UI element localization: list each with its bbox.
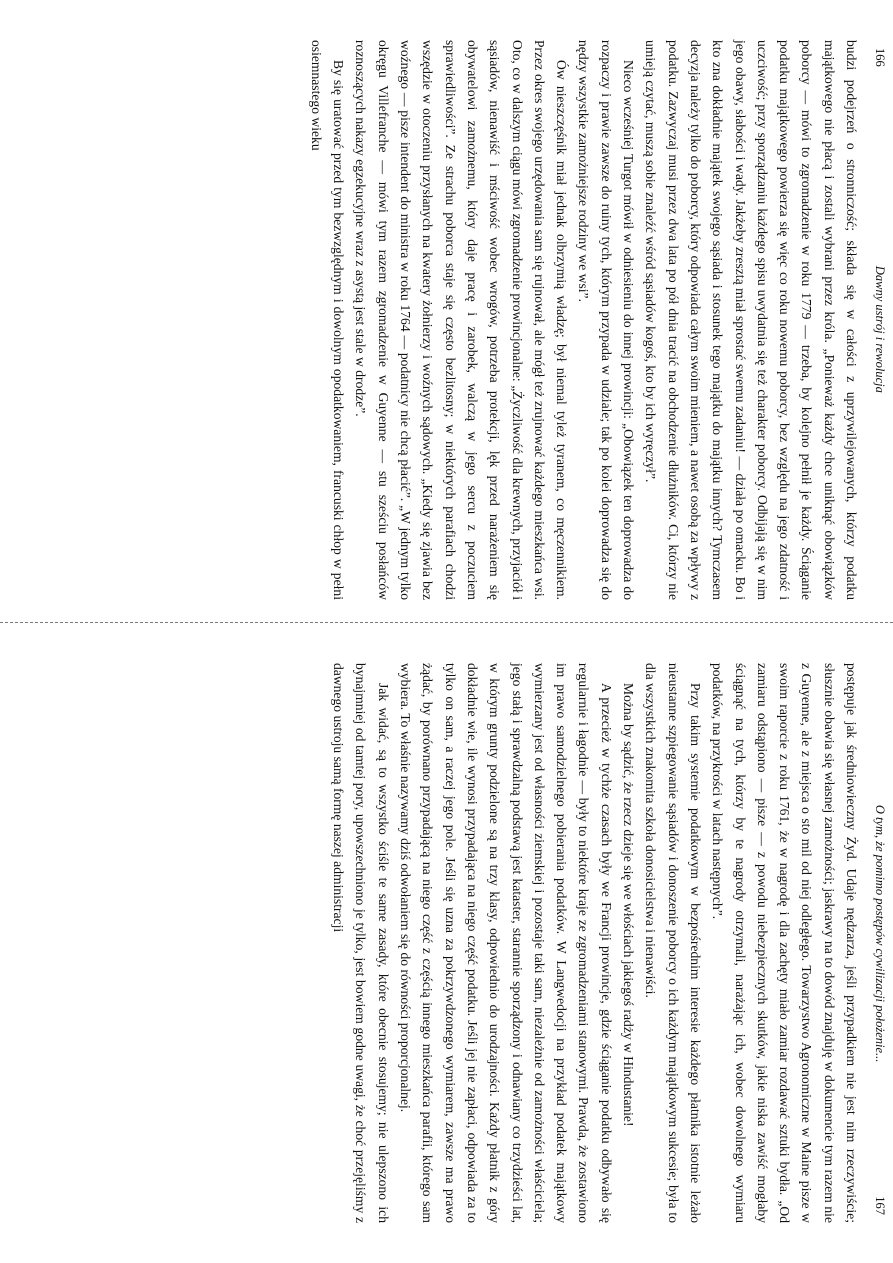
paragraph: By się uratować przed tym bezwzględnym i dowolnym opodatkowaniem, francuski chłop w pełni osiemnastego wieku [308, 40, 347, 600]
page-divider [0, 622, 893, 624]
running-title: O tym, że pomimo postępów cywilizacji położenie... [873, 804, 887, 1063]
running-head [872, 48, 887, 592]
paragraph: Przy takim systemie podatkowym w bezpośrednim interesie każdego płatnika istotnie leżało nieustanne szpiegowanie sąsiadów i donoszenie poborcy o ich każdym majątkowym sukcesie; była to dla wszystkich znakomita szkoła donosicielstwa i nienawiści. [643, 663, 703, 1223]
paragraph: postępuje jak średniowieczny Żyd. Udaje nędzarza, jeśli przypadkiem nie jest nim rzeczywiście; słusznie obawia się własnej zamożności; jaskrawy na to dowód znajduję w dokumencie tym razem nie z Guyenne, ale z miejsca o sto mil od niej odległego. Towarzystwo Agronomiczne w Maine pisze w swoim raporcie z roku 1761, że w nagrodę i dla zachęty miało zamiar rozdawać sztuki bydła. „Od zamiaru odstąpiono — pisze — z powodu niebezpiecznych skutków, jakie niska zawiść mogłaby ściągnąć na tych, którzy by te nagrody otrzymali, narażając ich, wobec dowolnego wymiaru podatków, na przykrości w latach następnych”. [710, 663, 859, 1223]
running-title: Dawny ustrój i rewolucja [873, 265, 887, 393]
page-166 [1, 40, 891, 600]
paragraph: Można by sądzić, że rzecz dzieje się we włościach jakiegoś radży w Hindustanie! [621, 683, 637, 1127]
paragraph: A przecież w tychże czasach były we Francji prowincje, gdzie ściąganie podatku odbywało się regularnie i łagodnie — były to niektóre kraje ze zgromadzeniami stanowymi. Prawda, że zostawiono im prawo samodzielnego pobierania podatków. W Langwedocji na przykład podatek majątkowy wymierzany jest od własności ziemskiej i pozostaje taki sam, niezależnie od zamożności właściciela; jego stałą i sprawdzalną podstawą jest kataster, starannie sporządzony i odnawiany co trzydzieści lat, w którym grunty podzielone są na trzy klasy, odpowiednio do urodzajności. Każdy płatnik z góry dokładnie wie, ile wynosi przypadająca na niego część podatku. Jeśli jej nie zapłaci, odpowiada za to tylko on sam, a raczej jego pole. Jeśli się uzna za pokrzywdzonego wymiarem, zawsze ma prawo żądać, by porównano przypadającą na niego część z częścią innego mieszkańca parafii, którego sam wybiera. To właśnie nazywamy dziś odwołaniem się do równości proporcjonalnej. [398, 663, 614, 1223]
page-167 [1, 663, 891, 1223]
page-number: 166 [873, 48, 887, 67]
body-text [327, 663, 862, 1223]
paragraph: Ów nieszczęśnik miał jednak olbrzymią władzę; był niemal tyleż tyranem, co męczennikiem. Przez okres swojego urzędowania sam się rujnował, ale mógł też zrujnować każdego mieszkańca wsi. Oto, co w dalszym ciągu mówi zgromadzenie prowincjonalne: „Życzliwość dla krewnych, przyjaciół i sąsiadów, nienawiść i mściwość wobec wrogów, potrzeba protekcji, lęk przed narażeniem się obywatelowi zamożnemu, który daje pracę i zarobek, walczą w jego sercu z poczuciem sprawiedliwości”. Ze strachu poborca staje się często bezlitosny; w niektórych parafiach chodzi wszędzie w otoczeniu przysłanych na kwatery żołnierzy i woźnych sądowych. „Kiedy się zjawia bez woźnego — pisze intendent do ministra w roku 1764 — podatnicy nie chcą płacić”. „W jednym tylko okręgu Villefranche — mówi tym razem zgromadzenie w Guyenne — stu sześciu posłańców roznoszących nakazy egzekucyjne wraz z asystą jest stale w drodze”. [353, 40, 570, 600]
body-text [305, 40, 862, 600]
running-head [872, 671, 887, 1215]
page-number: 167 [873, 1196, 887, 1215]
paragraph: Nieco wcześniej Turgot mówił w odniesieniu do innej prowincji: „Obowiązek ten doprowadza do rozpaczy i prawie zawsze do ruiny tych, którym przypada w udziale; tak po kolei doprowadza się do nędzy wszystkie zamożniejsze rodziny we wsi”. [576, 40, 637, 600]
paragraph: Jak widać, są to wszystko ściśle te same zasady, które obecnie stosujemy; nie ulepszono ich bynajmniej od tamtej pory, upowszechniono je tylko, jest bowiem godne uwagi, że choć przejęliśmy z dawnego ustroju samą formę naszej administracji [331, 663, 391, 1223]
paragraph: budzi podejrzeń o stronniczość; składa się w całości z uprzywilejowanych, którzy podatku majątkowego nie płacą i zostali wybrani przez króla. „Ponieważ każdy chce uniknąć obowiązków poborcy — mówi to zgromadzenie w roku 1779 — trzeba, by kolejno pełnił je każdy. Ściąganie podatku majątkowego powierza się więc co roku nowemu poborcy, bez względu na jego zdatność i uczciwość; przy sporządzaniu każdego spisu uwydatnia się też charakter poborcy. Odbijają się w nim jego obawy, słabości i wady. Jakżeby zresztą miał sprostać swemu zadaniu! — działa po omacku. Bo i kto zna dokładnie majątek swojego sąsiada i stosunek tego majątku do majątku innych? Tymczasem decyzja należy tylko do poborcy, który odpowiada całym swoim mieniem, a nawet osobą za wpływy z podatku. Zazwyczaj musi przez dwa lata po pół dnia tracić na obchodzenie dłużników. Ci, którzy nie umieją czytać, muszą sobie znaleźć wśród sąsiadów kogoś, kto by ich wyręczył”. [643, 40, 859, 600]
